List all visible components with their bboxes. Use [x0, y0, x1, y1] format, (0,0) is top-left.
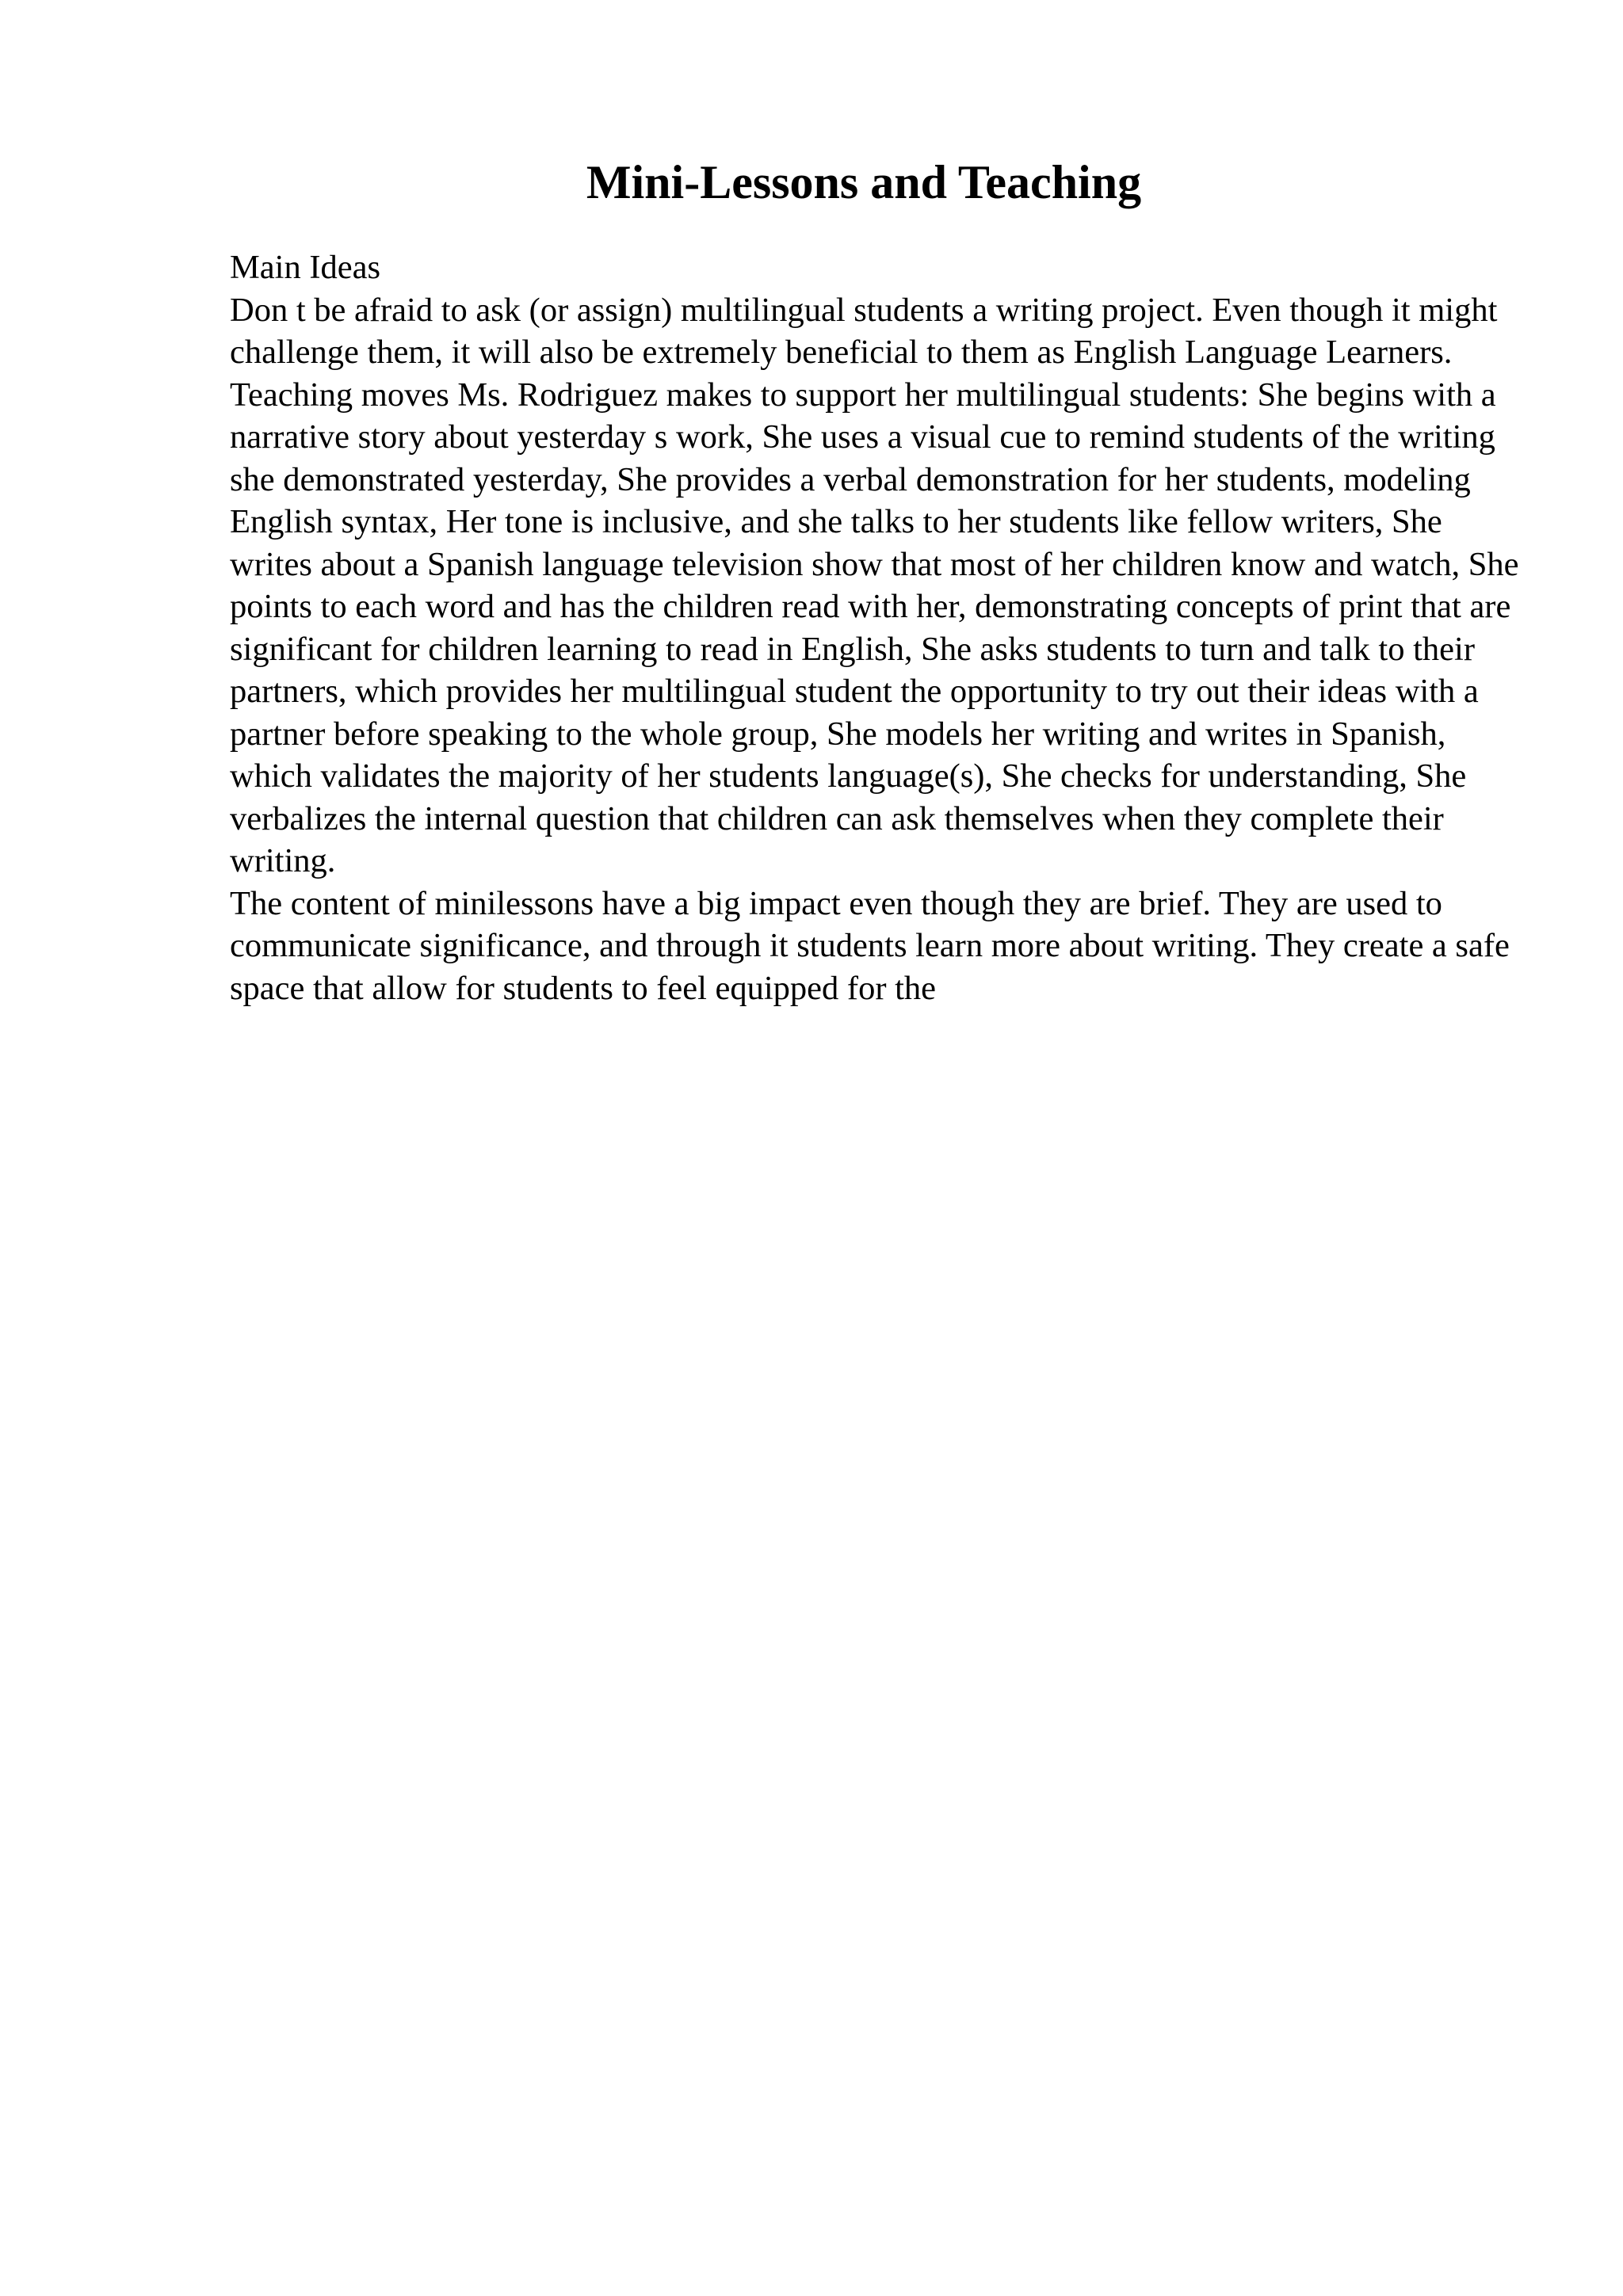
- document-body: [230, 246, 1529, 1009]
- section-heading: Main Ideas: [230, 249, 381, 286]
- paragraph-teaching-moves: Teaching moves Ms. Rodriguez makes to support her multilingual students: She begins with a narrative story about yesterday s work, She uses a visual cue to remind students of the writing she demonstrated yesterday, She provides a verbal demonstration for her students, modeling English syntax, Her tone is inclusive, and she talks to her students like fellow writers, She writes about a Spanish language television show that most of her children know and watch, She points to each word and has the children read with her, demonstrating concepts of print that are significant for children learning to read in English, She asks students to turn and talk to their partners, which provides her multilingual student the opportunity to try out their ideas with a partner before speaking to the whole group, She models her writing and writes in Spanish, which validates the majority of her students language(s), She checks for understanding, She verbalizes the internal question that children can ask themselves when they complete their writing.: [230, 376, 1519, 879]
- paragraph-minilessons-impact: The content of minilessons have a big impact even though they are brief. They are used to communicate significance, and through it students learn more about writing. They create a safe space that allow for students to feel equipped for the: [230, 884, 1510, 1007]
- paragraph-multilingual-writing: Don t be afraid to ask (or assign) multilingual students a writing project. Even though it might challenge them, it will also be extremely beneficial to them as English Language Learners.: [230, 291, 1498, 371]
- page-title: Mini-Lessons and Teaching: [586, 156, 1142, 208]
